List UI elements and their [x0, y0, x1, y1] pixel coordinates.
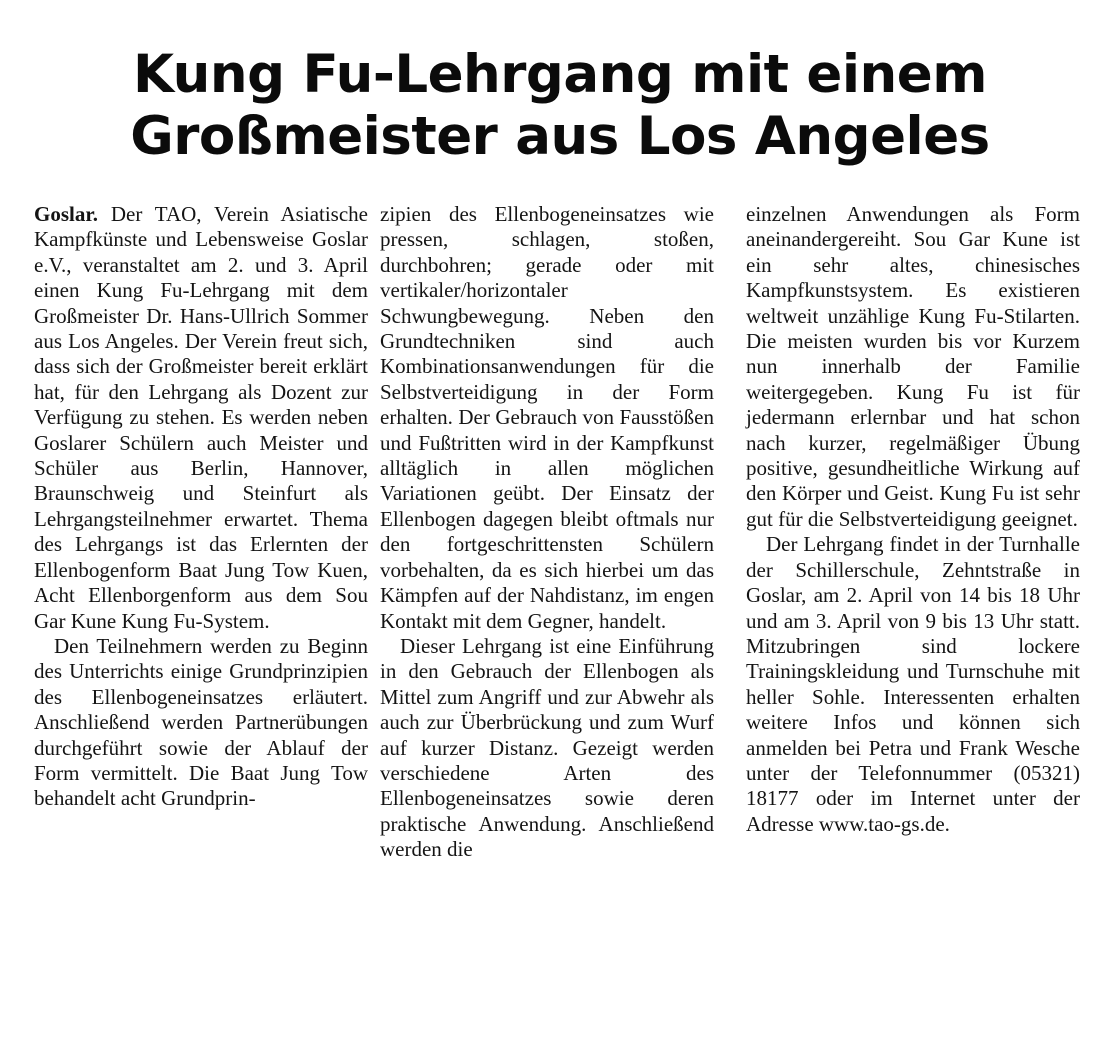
paragraph-text: Der TAO, Verein Asiatische Kampfkünste und Lebensweise Goslar e.V., veranstaltet am 2. und 3. April einen Kung Fu-Lehrgang mit dem Großmeister Dr. Hans-Ullrich Sommer aus Los Angeles. Der Verein freut sich, dass sich der Großmeister bereit erklärt hat, für den Lehrgang als Dozent zur Verfügung zu stehen. Es werden neben Goslarer Schülern auch Meister und Schüler aus Berlin, Hannover, Braunschweig und Steinfurt als Lehrgangsteilnehmer erwartet. Thema des Lehrgangs ist das Erlernten der Ellenbogenform Baat Jung Tow Kuen, Acht Ellenborgenform aus dem Sou Gar Kune Kung Fu-System. [34, 202, 368, 633]
paragraph: zipien des Ellenbogeneinsatzes wie pressen, schlagen, stoßen, durchbohren; gerade oder mit vertikaler/horizontaler Schwungbewegung. Neben den Grundtechniken sind auch Kombinationsanwendungen für die Selbstverteidigung in der Form erhalten. Der Gebrauch von Fausstößen und Fußtritten wird in der Kampfkunst alltäglich in allen möglichen Variationen geübt. Der Einsatz der Ellenbogen dagegen bleibt oftmals nur den fortgeschrittensten Schülern vorbehalten, da es sich hierbei um das Kämpfen auf der Nahdistanz, im engen Kontakt mit dem Gegner, handelt. [380, 202, 714, 633]
paragraph: Der Lehrgang findet in der Turnhalle der Schillerschule, Zehntstraße in Goslar, am 2. April von 14 bis 18 Uhr und am 3. April von 9 bis 13 Uhr statt. Mitzubringen sind lockere Trainingskleidung und Turnschuhe mit heller Sohle. Interessenten erhalten weitere Infos und können sich anmelden bei Petra und Frank Wesche unter der Telefonnummer (05321) 18177 oder im Internet unter der Adresse www.tao-gs.de. [746, 532, 1080, 836]
headline-line-2: Großmeister aus Los Angeles [130, 105, 990, 167]
headline-line-1: Kung Fu-Lehrgang mit einem [133, 43, 987, 105]
article-column-1 [34, 202, 368, 812]
dateline: Goslar. [34, 202, 98, 226]
paragraph: Den Teilnehmern werden zu Beginn des Unterrichts einige Grundprinzipien des Ellenbogeneinsatzes erläutert. Anschließend werden Partnerübungen durchgeführt sowie der Ablauf der Form vermittelt. Die Baat Jung Tow behandelt acht Grundprin- [34, 633, 368, 811]
paragraph: Dieser Lehrgang ist eine Einführung in den Gebrauch der Ellenbogen als Mittel zum Angriff und zur Abwehr als auch zur Überbrückung und zum Wurf auf kurzer Distanz. Gezeigt werden verschiedene Arten des Ellenbogeneinsatzes sowie deren praktische Anwendung. Anschließend werden die [380, 633, 714, 862]
paragraph: einzelnen Anwendungen als Form aneinandergereiht. Sou Gar Kune ist ein sehr altes, chinesisches Kampfkunstsystem. Es existieren weltweit unzählige Kung Fu-Stilarten. Die meisten wurden bis vor Kurzem nun innerhalb der Familie weitergegeben. Kung Fu ist für jedermann erlernbar und hat schon nach kurzer, regelmäßiger Übung positive, gesundheitliche Wirkung auf den Körper und Geist. Kung Fu ist sehr gut für die Selbstverteidigung geeignet. [746, 202, 1080, 531]
article-column-3 [746, 202, 1080, 837]
paragraph [34, 202, 368, 634]
article-column-2 [380, 202, 714, 863]
headline [0, 44, 1120, 168]
